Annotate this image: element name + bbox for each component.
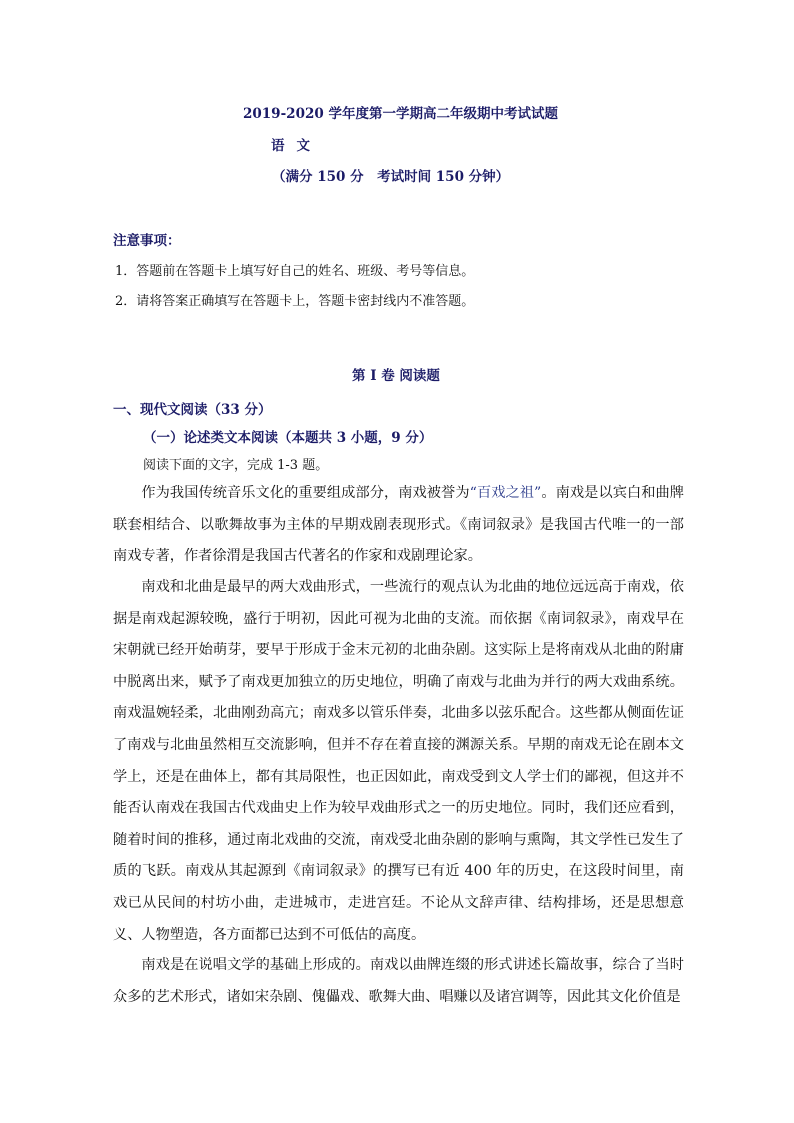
notice-title: 注意事项： (113, 233, 181, 249)
part-title: 第 I 卷 阅读题 (352, 368, 440, 384)
section-title: 一、现代文阅读（33 分） (113, 402, 272, 418)
exam-subject: 语文 (271, 138, 322, 154)
passage-p1-text-a: 作为我国传统音乐文化的重要组成部分，南戏被誉为 (141, 485, 470, 501)
passage-paragraph-2: 南戏和北曲是最早的两大戏曲形式，一些流行的观点认为北曲的地位远远高于南戏，依据是南戏起源较晚，盛行于明初，因此可视为北曲的支流。而依据《南词叙录》，南戏早在宋朝就已经开始萌芽，要早于形成于金末元初的北曲杂剧。这实际上是将南戏从北曲的附庸中脱离出来，赋予了南戏更加独立的历史地位，明确了南戏与北曲为并行的两大戏曲系统。南戏温婉轻柔，北曲刚劲高亢；南戏多以管乐伴奏，北曲多以弦乐配合。这些都从侧面佐证了南戏与北曲虽然相互交流影响，但并不存在着直接的渊源关系。早期的南戏无论在剧本文学上，还是在曲体上，都有其局限性，也正因如此，南戏受到文人学士们的鄙视，但这并不能否认南戏在我国古代戏曲史上作为较早戏曲形式之一的历史地位。同时，我们还应看到，随着时间的推移，通过南北戏曲的交流，南戏受北曲杂剧的影响与熏陶，其文学性已发生了质的飞跃。南戏从其起源到《南词叙录》的撰写已有近 400 年的历史，在这段时间里，南戏已从民间的村坊小曲，走进城市，走进宫廷。不论从文辞声律、结构排场，还是思想意义、人物塑造，各方面都已达到不可低估的高度。 (113, 579, 684, 943)
passage-p1-quote: “百戏之祖” (469, 485, 542, 501)
exam-meta: （满分 150 分 考试时间 150 分钟） (272, 169, 510, 185)
passage-p1-text-b: 。南戏是以宾白和曲牌联套相结合、以歌舞故事为主体的早期戏剧表现形式。《南词叙录》是我国古代唯一的一部南戏专著，作者徐渭是我国古代著名的作家和戏剧理论家。 (113, 485, 684, 565)
exam-title: 2019-2020 学年度第一学期高二年级期中考试试题 (243, 106, 558, 122)
notice-item-1: 1．答题前在答题卡上填写好自己的姓名、班级、考号等信息。 (115, 264, 475, 279)
reading-instruction: 阅读下面的文字，完成 1-3 题。 (143, 458, 329, 473)
notice-item-2: 2．请将答案正确填写在答题卡上，答题卡密封线内不准答题。 (115, 294, 475, 309)
passage-paragraph-1 (113, 478, 684, 573)
passage-paragraph-3: 南戏是在说唱文学的基础上形成的。南戏以曲牌连缀的形式讲述长篇故事，综合了当时众多的艺术形式，诸如宋杂剧、傀儡戏、歌舞大曲、唱赚以及诸宫调等，因此其文化价值是 (113, 957, 684, 1005)
subsection-title: （一）论述类文本阅读（本题共 3 小题，9 分） (143, 430, 433, 446)
